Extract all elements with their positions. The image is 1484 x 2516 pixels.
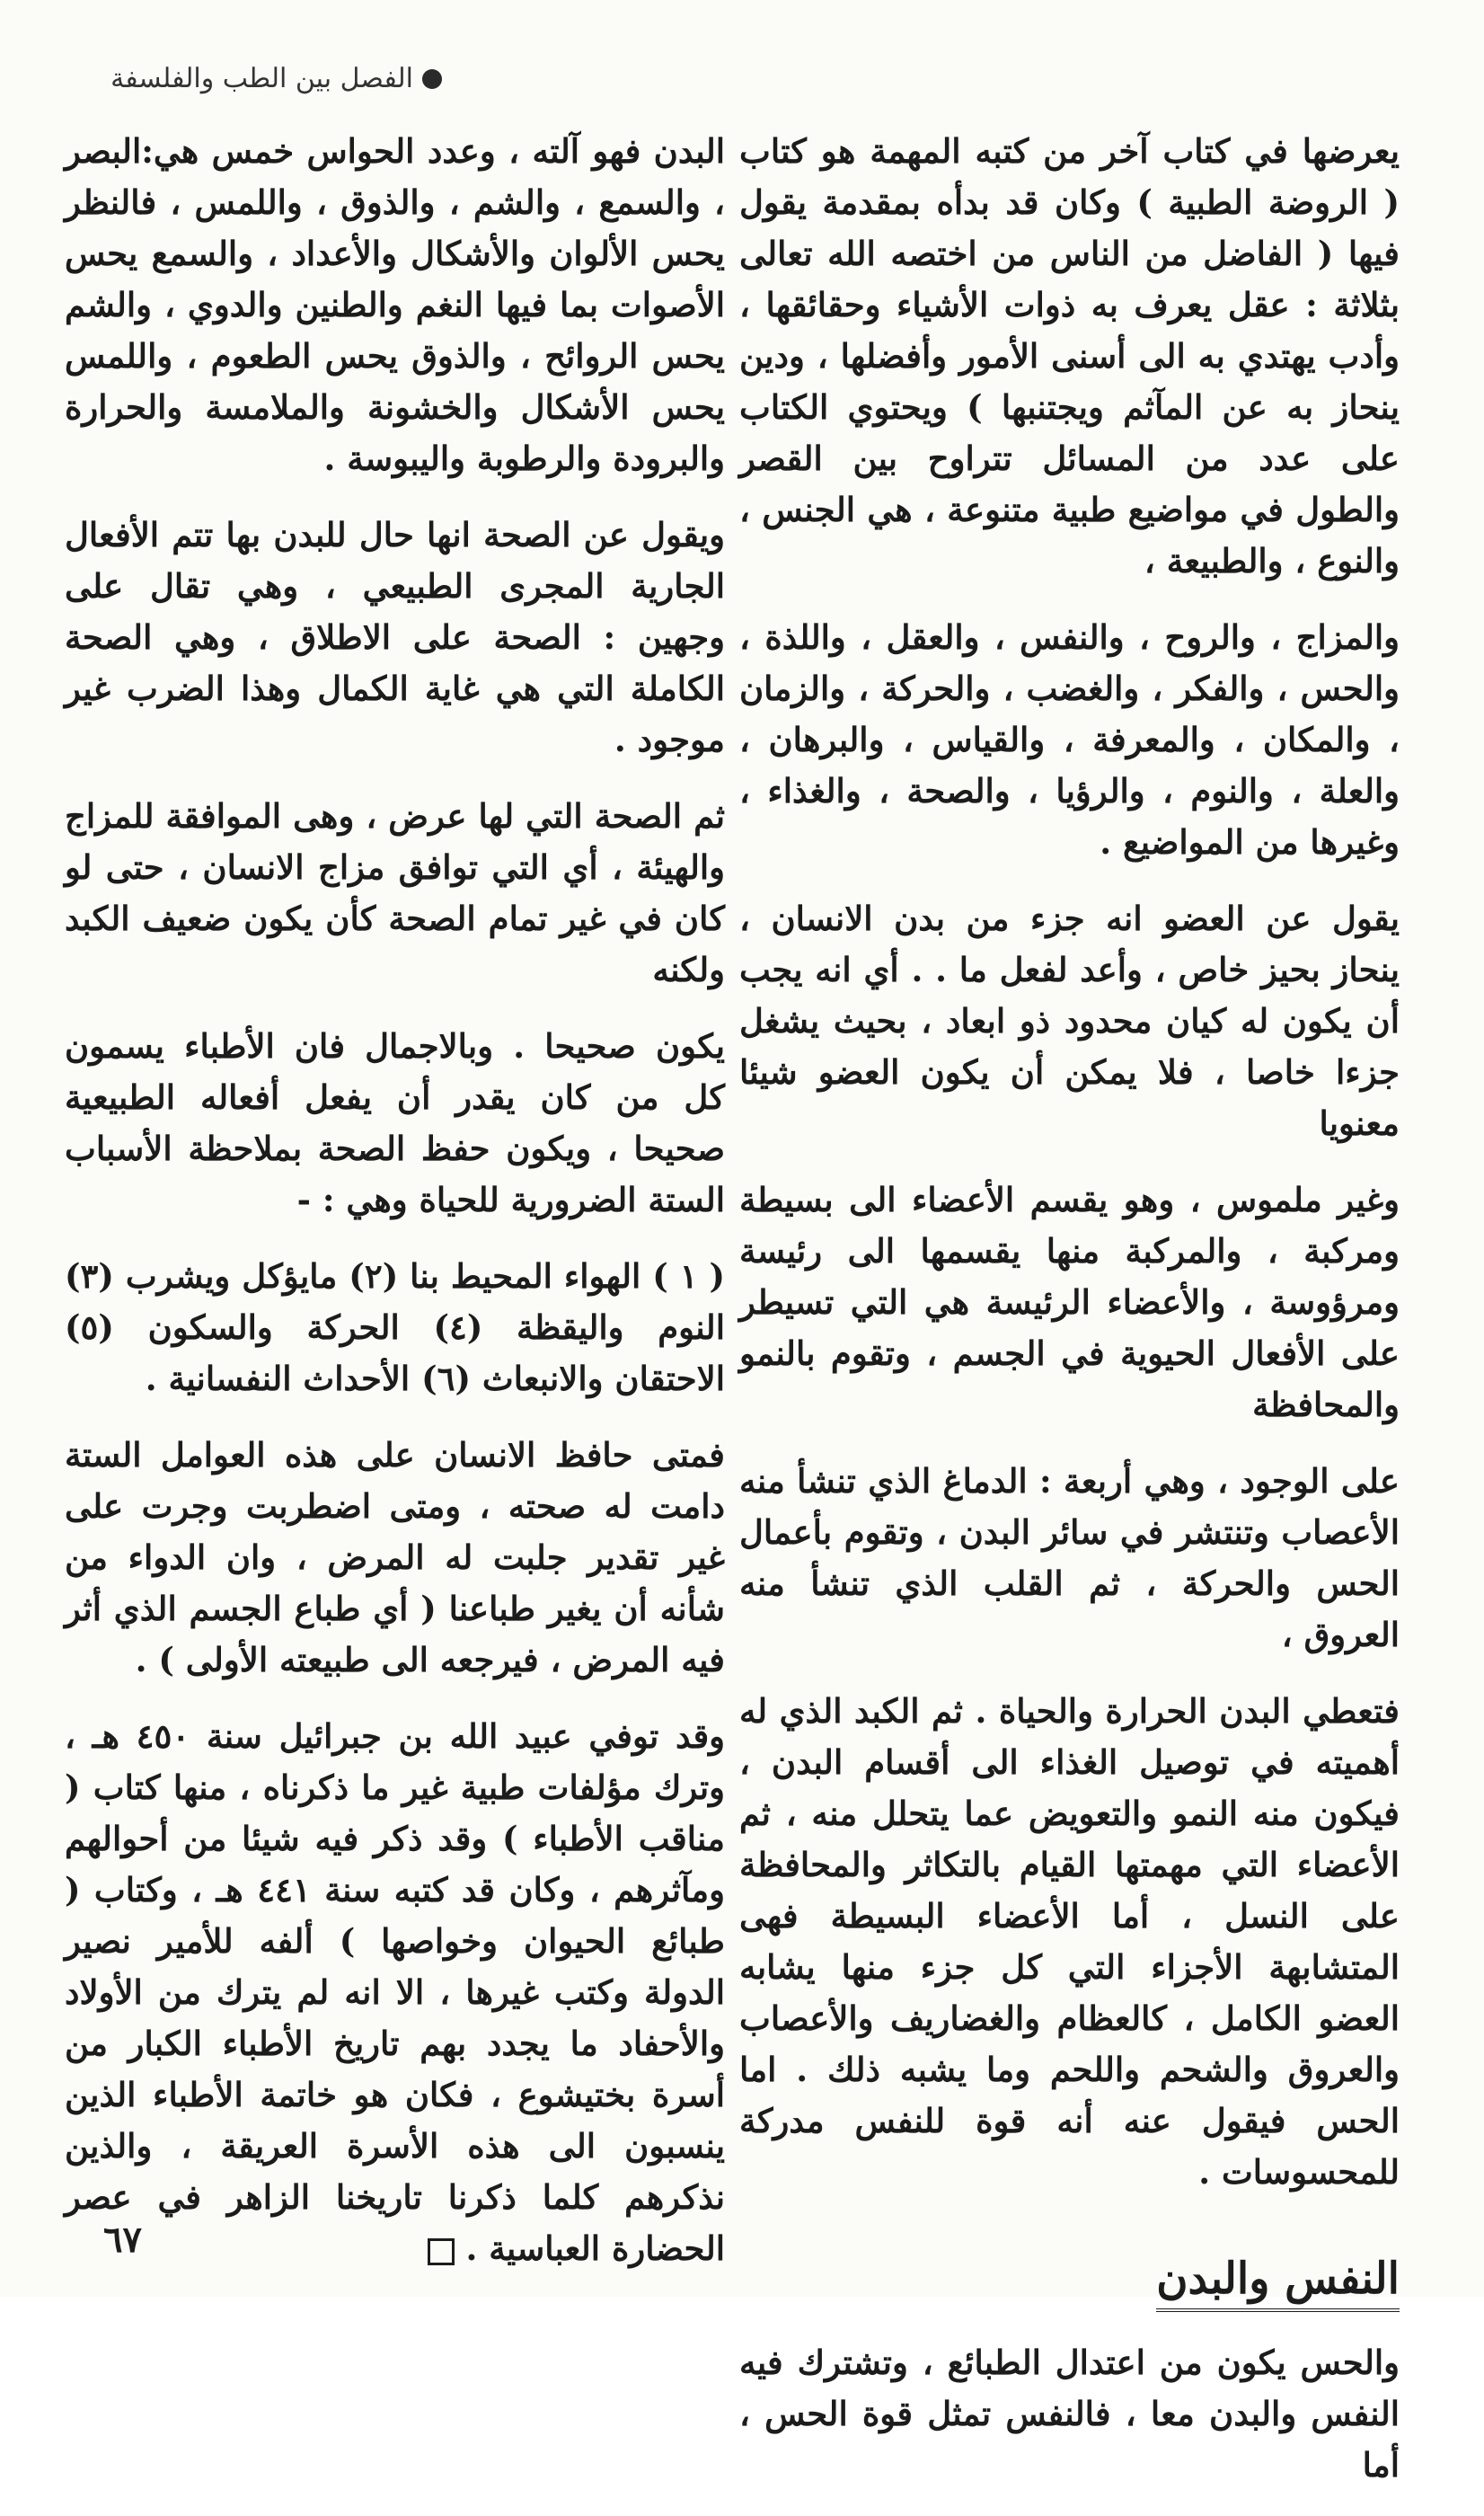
paragraph-text: وقد توفي عبيد الله بن جبرائيل سنة ٤٥٠ هـ ، وترك مؤلفات طبية غير ما ذكرناه ، منها كتاب ( مناقب الأطباء ) وقد ذكر فيه شيئا من أحوالهم ومآثرهم ، وكان قد كتبه سنة ٤٤١ هـ ، وكتاب ( طبائع الحيوان وخواصها ) ألفه للأمير نصير الدولة وكتب غيرها ، الا انه لم يترك من الأولاد والأحفاد ما يجدد بهم تاريخ الأطباء الكبار من أسرة بختيشوع ، فكان هو خاتمة الأطباء الذين ينسبون الى هذه الأسرة العريقة ، والذين نذكرهم كلما ذكرنا تاريخنا الزاهر في عصر الحضارة العباسية . (65, 1716, 725, 2268)
left-column (65, 126, 725, 2299)
paragraph: البدن فهو آلته ، وعدد الحواس خمس هي:البصر ، والسمع ، والشم ، والذوق ، واللمس ، فالنظر يحس الألوان والأشكال والأعداد ، والسمع يحس الأصوات بما فيها النغم والطنين والدوي ، والشم يحس الروائح ، والذوق يحس الطعوم ، واللمس يحس الأشكال والخشونة والملامسة والحرارة والبرودة والرطوبة واليبوسة . (65, 131, 725, 478)
paragraph: ويقول عن الصحة انها حال للبدن بها تتم الأفعال الجارية المجرى الطبيعي ، وهي تقال على وجهين : الصحة على الاطلاق ، وهي الصحة الكاملة التي هي غاية الكمال وهذا الضرب غير موجود . (65, 515, 725, 759)
section-heading: النفس والبدن (1156, 2254, 1400, 2312)
paragraph: والحس يكون من اعتدال الطبائع ، وتشترك فيه النفس والبدن معا ، فالنفس تمثل قوة الحس ، أما (739, 2343, 1400, 2485)
paragraph: فتعطي البدن الحرارة والحياة . ثم الكبد الذي له أهميته في توصيل الغذاء الى أقسام البدن ، فيكون منه النمو والتعويض عما يتحلل منه ، ثم الأعضاء التي مهمتها القيام بالتكاثر والمحافظة على النسل ، أما الأعضاء البسيطة فهى المتشابهة الأجزاء التي كل جزء منها يشابه العضو الكامل ، كالعظام والغضاريف والأعصاب والعروق والشحم واللحم وما يشبه ذلك . اما الحس فيقول عنه أنه قوة للنفس مدركة للمحسوسات . (739, 1691, 1400, 2192)
right-column (739, 126, 1400, 2516)
header-ornament-icon (422, 69, 442, 89)
paragraph: ثم الصحة التي لها عرض ، وهى الموافقة للمزاج والهيئة ، أي التي توافق مزاج الانسان ، حتى لو كان في غير تمام الصحة كأن يكون ضعيف الكبد ولكنه (65, 796, 725, 989)
paragraph: يكون صحيحا . وبالاجمال فان الأطباء يسمون كل من كان يقدر أن يفعل أفعاله الطبيعية صحيحا ، ويكون حفظ الصحة بملاحظة الأسباب الستة الضرورية للحياة وهي : - (65, 1026, 725, 1219)
paragraph: فمتى حافظ الانسان على هذه العوامل الستة دامت له صحته ، ومتى اضطربت وجرت على غير تقدير جلبت له المرض ، وان الدواء من شأنه أن يغير طباعنا ( أي طباع الجسم الذي أثر فيه المرض ، فيرجعه الى طبيعته الأولى ) . (65, 1435, 725, 1679)
paragraph: وغير ملموس ، وهو يقسم الأعضاء الى بسيطة ومركبة ، والمركبة منها يقسمها الى رئيسة ومرؤوسة ، والأعضاء الرئيسة هي التي تسيطر على الأفعال الحيوية في الجسم ، وتقوم بالنمو والمحافظة (739, 1180, 1400, 1424)
paragraph: يقول عن العضو انه جزء من بدن الانسان ، ينحاز بحيز خاص ، وأعد لفعل ما . . أي انه يجب أن يكون له كيان محدود ذو ابعاد ، بحيث يشغل جزءا خاصا ، فلا يمكن أن يكون العضو شيئا معنويا (739, 899, 1400, 1143)
paragraph-final (65, 1711, 725, 2274)
running-title: الفصل بين الطب والفلسفة (110, 63, 413, 94)
page-number: ٦٧ (103, 2219, 142, 2261)
running-header (83, 63, 442, 94)
end-of-article-icon (428, 2238, 455, 2265)
paragraph: والمزاج ، والروح ، والنفس ، والعقل ، واللذة ، والحس ، والفكر ، والغضب ، والحركة ، والزمان ، والمكان ، والمعرفة ، والقياس ، والبرهان ، والعلة ، والنوم ، والرؤيا ، والصحة ، والغذاء ، وغيرها من المواضيع . (739, 617, 1400, 862)
paragraph: ( ١ ) الهواء المحيط بنا (٢) مايؤكل ويشرب (٣) النوم واليقظة (٤) الحركة والسكون (٥) الاحتقان والانبعاث (٦) الأحداث النفسانية . (65, 1256, 726, 1398)
paragraph: على الوجود ، وهي أربعة : الدماغ الذي تنشأ منه الأعصاب وتنتشر في سائر البدن ، وتقوم بأعمال الحس والحركة ، ثم القلب الذي تنشأ منه العروق ، (739, 1461, 1400, 1654)
paragraph: يعرضها في كتاب آخر من كتبه المهمة هو كتاب ( الروضة الطبية ) وكان قد بدأه بمقدمة يقول فيها ( الفاضل من الناس من اختصه الله تعالى بثلاثة : عقل يعرف به ذوات الأشياء وحقائقها ، وأدب يهتدي به الى أسنى الأمور وأفضلها ، ودين ينحاز به عن المآثم ويجتنبها ) ويحتوي الكتاب على عدد من المسائل تتراوح بين القصر والطول في مواضيع طبية متنوعة ، هي الجنس ، والنوع ، والطبيعة ، (739, 131, 1400, 580)
